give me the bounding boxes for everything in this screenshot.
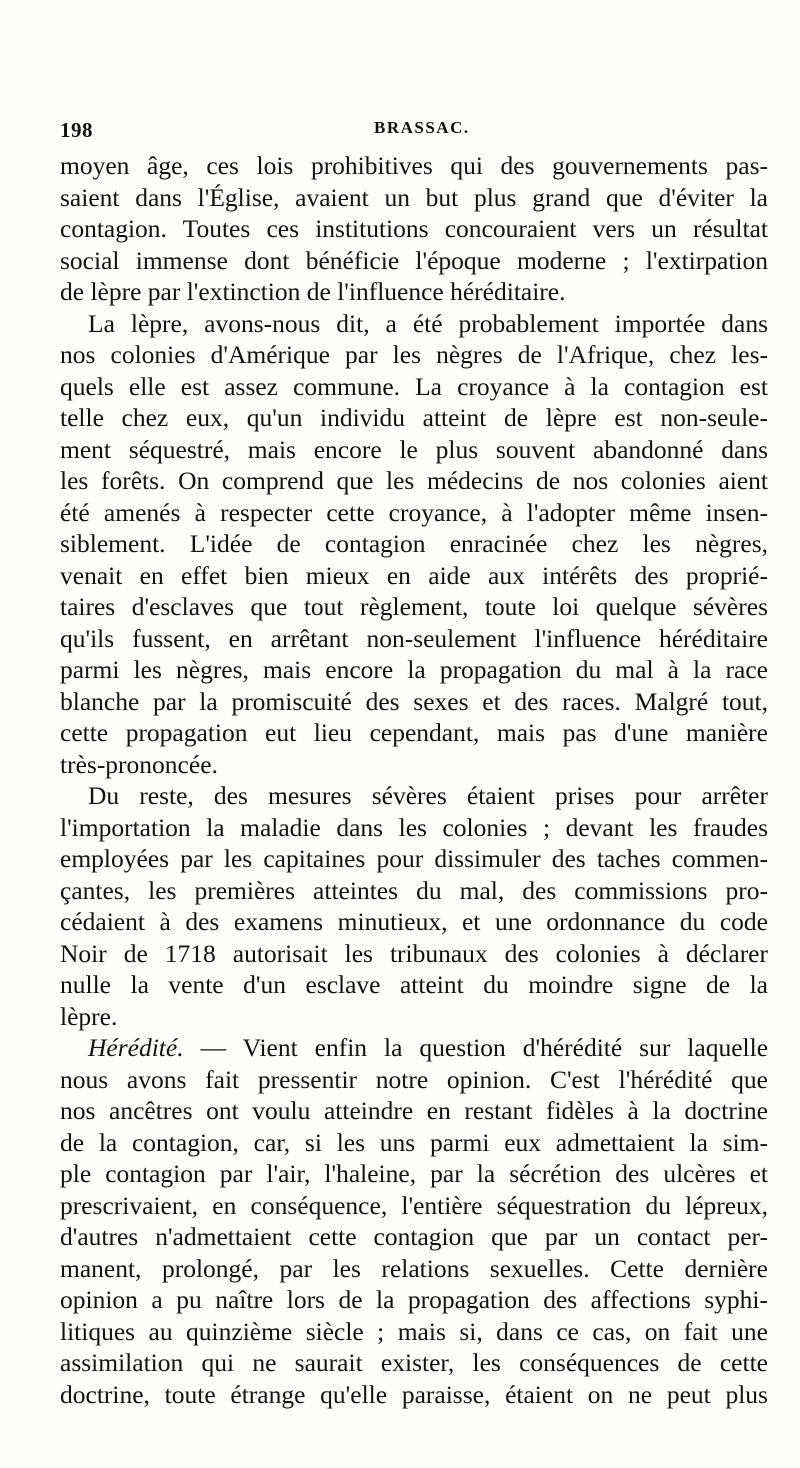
text-line: de lèpre par l'extinction de l'influence héréditaire. bbox=[60, 277, 566, 306]
text-line: nos ancêtres ont voulu atteindre en restant fidèles à la doctrine bbox=[60, 1096, 768, 1125]
text-line: Du reste, des mesures sévères étaient prises pour arrêter bbox=[88, 781, 768, 810]
text-line: assimilation qui ne saurait exister, les conséquences de cette bbox=[60, 1348, 768, 1377]
text-line: opinion a pu naître lors de la propagation des affections syphi- bbox=[60, 1285, 768, 1314]
text-line: contagion. Toutes ces institutions concouraient vers un résultat bbox=[60, 214, 768, 243]
text-line: nous avons fait pressentir notre opinion. C'est l'hérédité que bbox=[60, 1064, 768, 1094]
body-text bbox=[60, 150, 768, 1410]
text-line: blanche par la promiscuité des sexes et des races. Malgré tout, bbox=[60, 686, 768, 716]
text-line: employées par les capitaines pour dissimuler des taches commen- bbox=[60, 844, 768, 873]
section-lead: Hérédité. bbox=[88, 1033, 184, 1062]
text-line: quels elle est assez commune. La croyance à la contagion est bbox=[60, 371, 768, 401]
text-line: litiques au quinzième siècle ; mais si, dans ce cas, on fait une bbox=[60, 1316, 768, 1346]
text-line: Noir de 1718 autorisait les tribunaux des colonies à déclarer bbox=[60, 938, 768, 968]
text-line bbox=[60, 1032, 768, 1064]
text-line: lèpre. bbox=[60, 1001, 118, 1031]
text-line: l'importation la maladie dans les colonies ; devant les fraudes bbox=[60, 812, 768, 842]
text-line: parmi les nègres, mais encore la propagation du mal à la race bbox=[60, 655, 768, 684]
text-line: social immense dont bénéficie l'époque moderne ; l'extirpation bbox=[60, 245, 768, 275]
text-line: çantes, les premières atteintes du mal, des commissions pro- bbox=[60, 875, 768, 905]
text-line: les forêts. On comprend que les médecins de nos colonies aient bbox=[60, 466, 768, 495]
text-line: siblement. L'idée de contagion enracinée chez les nègres, bbox=[60, 529, 768, 558]
text-line: d'autres n'admettaient cette contagion que par un contact per- bbox=[60, 1222, 768, 1251]
text-line: saient dans l'Église, avaient un but plus grand que d'éviter la bbox=[60, 182, 768, 212]
text-line-rest: — Vient enfin la question d'hérédité sur laquelle bbox=[200, 1033, 769, 1062]
text-line: qu'ils fussent, en arrêtant non-seulement l'influence héréditaire bbox=[60, 623, 768, 653]
page-number: 198 bbox=[60, 118, 93, 142]
text-line: ple contagion par l'air, l'haleine, par la sécrétion des ulcères et bbox=[60, 1159, 768, 1188]
text-line: manent, prolongé, par les relations sexuelles. Cette dernière bbox=[60, 1253, 768, 1283]
running-head: BRASSAC. bbox=[374, 118, 470, 137]
text-line: cédaient à des examens minutieux, et une ordonnance du code bbox=[60, 907, 768, 936]
text-line: nulle la vente d'un esclave atteint du moindre signe de la bbox=[60, 970, 768, 999]
text-line: La lèpre, avons-nous dit, a été probablement importée dans bbox=[88, 308, 768, 338]
text-line: de la contagion, car, si les uns parmi eux admettaient la sim- bbox=[60, 1127, 768, 1157]
text-line: nos colonies d'Amérique par les nègres de l'Afrique, chez les- bbox=[60, 340, 768, 369]
text-line: taires d'esclaves que tout règlement, toute loi quelque sévères bbox=[60, 592, 768, 621]
text-line: ment séquestré, mais encore le plus souvent abandonné dans bbox=[60, 434, 768, 464]
text-line: moyen âge, ces lois prohibitives qui des gouvernements pas- bbox=[60, 151, 768, 180]
page-header bbox=[60, 118, 780, 152]
text-line: venait en effet bien mieux en aide aux intérêts des proprié- bbox=[60, 560, 768, 590]
text-line: doctrine, toute étrange qu'elle paraisse, étaient on ne peut plus bbox=[60, 1379, 768, 1409]
text-line: telle chez eux, qu'un individu atteint de lèpre est non-seule- bbox=[60, 403, 768, 432]
text-line: prescrivaient, en conséquence, l'entière séquestration du lépreux, bbox=[60, 1190, 768, 1220]
text-line: très-prononcée. bbox=[60, 749, 218, 779]
text-line: cette propagation eut lieu cependant, mais pas d'une manière bbox=[60, 718, 768, 747]
text-line: été amenés à respecter cette croyance, à l'adopter même insen- bbox=[60, 497, 768, 527]
